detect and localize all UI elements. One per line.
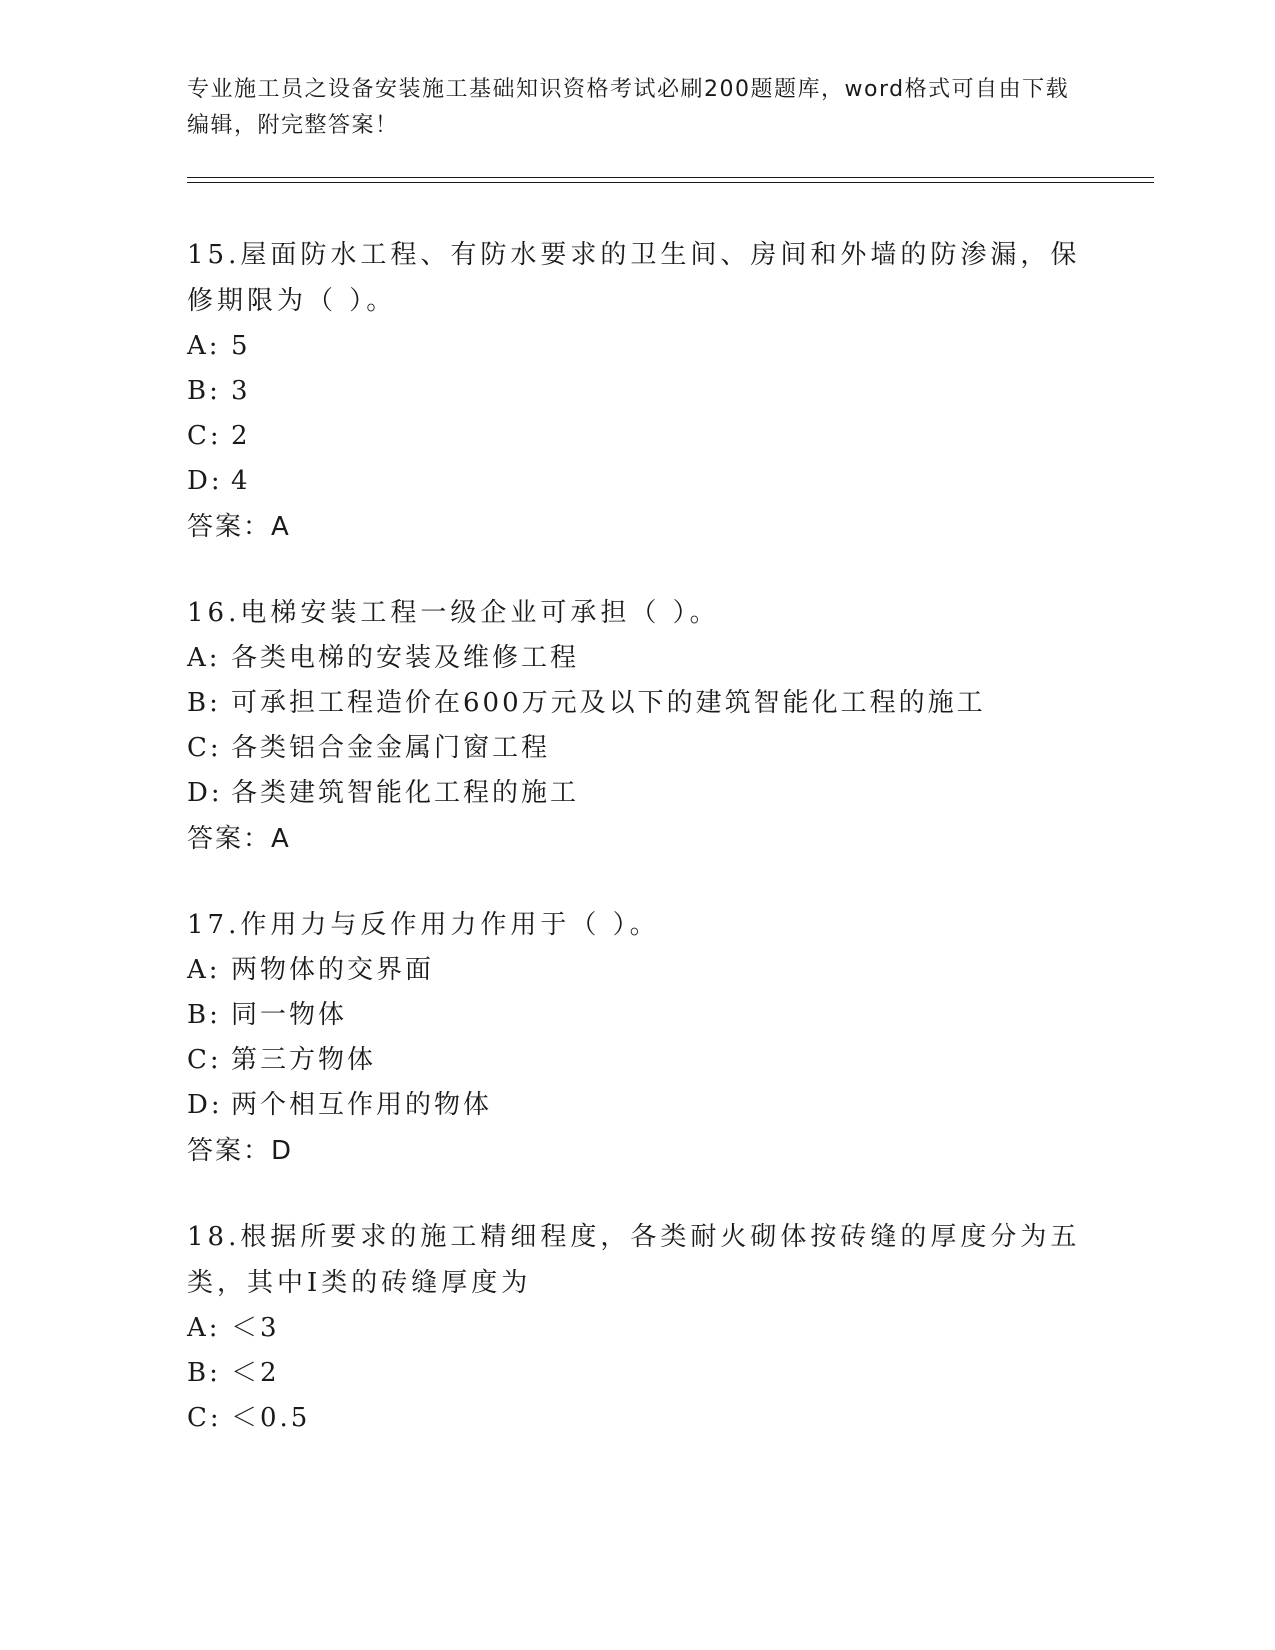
question-list xyxy=(187,232,1087,1481)
answer-line xyxy=(187,1128,1087,1174)
option-key: C: xyxy=(187,421,222,451)
option-b xyxy=(187,681,1087,726)
question-text: 18.根据所要求的施工精细程度，各类耐火砌体按砖缝的厚度分为五类，其中Ⅰ类的砖缝厚度为 xyxy=(187,1222,1081,1298)
option-text: 各类建筑智能化工程的施工 xyxy=(231,778,580,808)
answer-line xyxy=(187,816,1087,862)
option-d xyxy=(187,459,1087,504)
option-c xyxy=(187,1038,1087,1083)
option-key: D: xyxy=(187,466,223,496)
option-text: 2 xyxy=(231,421,251,451)
option-text: 3 xyxy=(231,376,251,406)
question-item xyxy=(187,590,1087,862)
option-text: 第三方物体 xyxy=(231,1045,377,1075)
answer-value: A xyxy=(271,824,291,854)
answer-label: 答案： xyxy=(187,1136,272,1166)
option-key: A: xyxy=(187,955,221,985)
answer-value: A xyxy=(271,512,291,542)
option-text: 两个相互作用的物体 xyxy=(231,1090,493,1120)
option-key: C: xyxy=(187,733,222,763)
answer-value: D xyxy=(271,1136,294,1166)
option-text: 同一物体 xyxy=(231,1000,348,1030)
option-a xyxy=(187,324,1087,369)
option-key: B: xyxy=(187,1000,221,1030)
header-divider-top xyxy=(187,177,1154,178)
answer-label: 答案： xyxy=(187,512,272,542)
option-text: 4 xyxy=(231,466,251,496)
option-b xyxy=(187,993,1087,1038)
option-key: B: xyxy=(187,688,221,718)
option-b xyxy=(187,369,1087,414)
option-key: B: xyxy=(187,1358,221,1388)
option-text: 可承担工程造价在600万元及以下的建筑智能化工程的施工 xyxy=(231,688,986,718)
question-item xyxy=(187,1214,1087,1441)
option-text: 5 xyxy=(231,331,251,361)
document-header: 专业施工员之设备安装施工基础知识资格考试必刷200题题库，word格式可自由下载编辑，附完整答案！ xyxy=(187,77,1070,138)
option-c xyxy=(187,414,1087,459)
option-key: A: xyxy=(187,331,221,361)
option-key: D: xyxy=(187,1090,223,1120)
option-key: D: xyxy=(187,778,223,808)
question-text: 15.屋面防水工程、有防水要求的卫生间、房间和外墙的防渗漏，保修期限为（ ）。 xyxy=(187,240,1081,316)
option-text: 两物体的交界面 xyxy=(231,955,435,985)
question-text: 16.电梯安装工程一级企业可承担（ ）。 xyxy=(187,598,720,628)
question-item xyxy=(187,902,1087,1174)
option-c xyxy=(187,1396,1087,1441)
option-text: ＜2 xyxy=(231,1358,280,1388)
option-c xyxy=(187,726,1087,771)
option-text: 各类铝合金金属门窗工程 xyxy=(231,733,551,763)
option-key: A: xyxy=(187,643,221,673)
option-text: ＜0.5 xyxy=(231,1403,311,1433)
option-b xyxy=(187,1351,1087,1396)
header-divider-bottom xyxy=(187,182,1154,183)
option-text: 各类电梯的安装及维修工程 xyxy=(231,643,580,673)
option-a xyxy=(187,948,1087,993)
answer-line xyxy=(187,504,1087,550)
option-d xyxy=(187,771,1087,816)
option-key: C: xyxy=(187,1403,222,1433)
option-key: B: xyxy=(187,376,221,406)
option-d xyxy=(187,1083,1087,1128)
question-item xyxy=(187,232,1087,550)
option-text: ＜3 xyxy=(231,1313,280,1343)
option-a xyxy=(187,1306,1087,1351)
answer-label: 答案： xyxy=(187,824,272,854)
question-text: 17.作用力与反作用力作用于（ ）。 xyxy=(187,910,660,940)
option-a xyxy=(187,636,1087,681)
option-key: A: xyxy=(187,1313,221,1343)
option-key: C: xyxy=(187,1045,222,1075)
